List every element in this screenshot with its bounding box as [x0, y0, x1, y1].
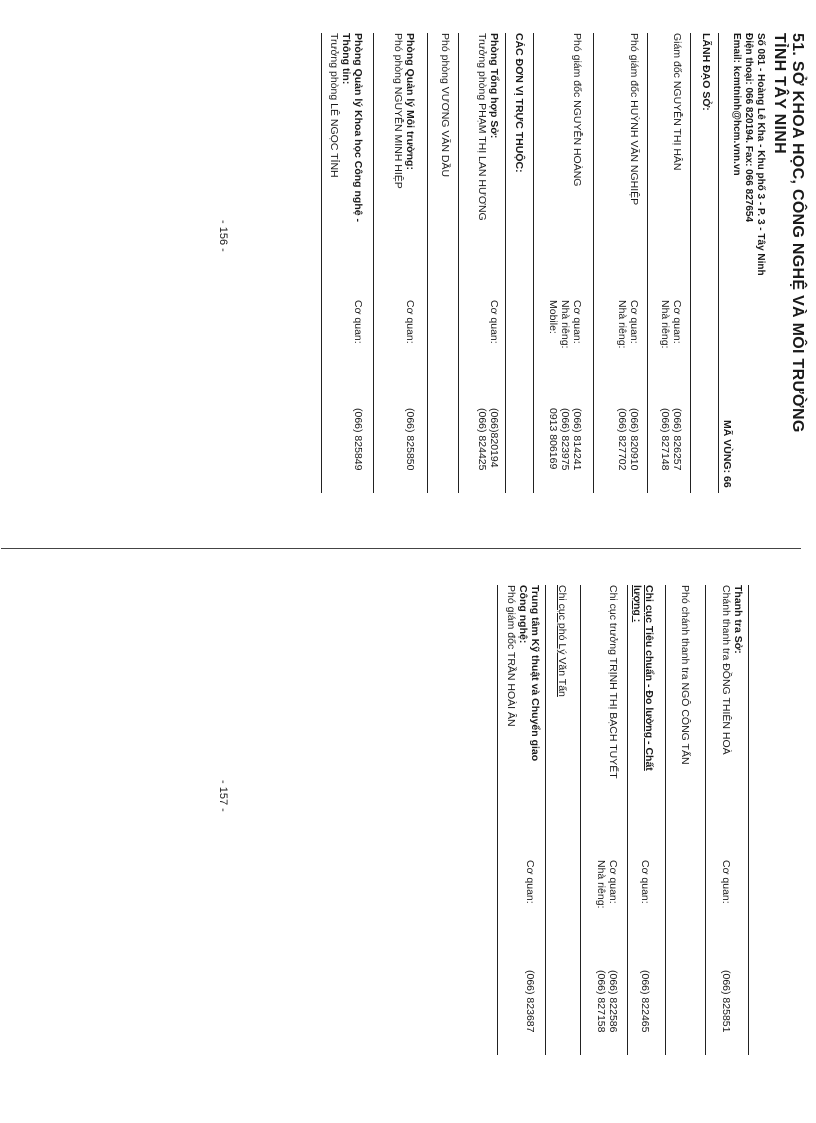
phone-labels: Cơ quan:	[488, 300, 500, 344]
phone-labels: Cơ quan:	[352, 300, 364, 344]
phone-labels: Cơ quan: Nhà riêng:	[594, 860, 619, 909]
unit-heading: Thanh tra Sở:	[732, 585, 744, 654]
phone-numbers: (066)820194 (066) 824425	[475, 408, 500, 471]
unit-person: Phó phòng NGUYỄN MINH HIỆP	[392, 33, 404, 189]
phone-labels: Cơ quan:	[404, 300, 416, 344]
unit-heading: Phòng Tổng hợp Sở:	[488, 33, 500, 139]
phone-numbers: (066) 822465	[639, 970, 651, 1033]
divider	[748, 585, 749, 1055]
leadership-heading: LÃNH ĐẠO SỞ:	[700, 33, 712, 111]
unit-person: Chi cục phó Lý Văn Tấn	[556, 585, 568, 697]
divider	[505, 33, 506, 493]
phone-labels: Cơ quan:	[720, 860, 732, 904]
office-address: Số 081 - Hoàng Lê Kha - Khu phố 3 - P. 3 - Tây Ninh	[755, 33, 766, 276]
office-title-province: TỈNH TÂY NINH	[771, 33, 788, 154]
page-number: - 157 -	[217, 780, 229, 812]
unit-heading: Phòng Quản lý Môi trường:	[404, 33, 416, 170]
phone-labels: Cơ quan:	[639, 860, 651, 904]
phone-numbers: (066) 822586 (066) 827158	[594, 970, 619, 1033]
phone-labels: Cơ quan:	[524, 860, 536, 904]
divider	[373, 33, 374, 493]
phone-labels: Cơ quan: Nhà riêng:	[615, 300, 640, 349]
unit-person: Phó phòng VƯƠNG VĂN DẦU	[439, 33, 451, 178]
page-gutter	[1, 548, 801, 549]
phone-numbers: (066) 820910 (066) 827702	[615, 408, 640, 471]
unit-heading: Chi cục Tiêu chuẩn - Đo lường - Chất lượng :	[630, 585, 655, 771]
page-number: - 156 -	[217, 220, 229, 252]
phone-numbers: (066) 823687	[524, 970, 536, 1033]
office-email: Email: kcmtninh@hcm.vnn.vn	[731, 33, 742, 176]
divider	[580, 585, 581, 1055]
phone-numbers: (066) 825850	[404, 408, 416, 471]
phone-numbers: (066) 825851	[720, 970, 732, 1033]
unit-person: Phó giám đốc TRẦN HOÀI ÂN	[505, 585, 517, 727]
phone-numbers: (066) 825849	[352, 408, 364, 471]
phone-numbers: (066) 814241 (066) 823975 0913 806169	[546, 408, 583, 471]
area-code: MÃ VÙNG: 66	[721, 420, 733, 488]
unit-person: Phó chánh thanh tra NGÔ CÔNG TẤN	[679, 585, 691, 765]
unit-person: Trưởng phòng LÊ NGỌC TỈNH	[328, 33, 340, 178]
leader-name: Giám đốc NGUYỄN THỊ HÂN	[671, 33, 683, 171]
divider	[593, 33, 594, 493]
unit-heading: Trung tâm Kỹ thuật và Chuyển giao Công nghệ:	[516, 585, 541, 762]
divider	[427, 33, 428, 493]
leader-name: Phó giám đốc NGUYỄN HOÀNG	[571, 33, 583, 187]
phone-numbers: (066) 826257 (066) 827148	[658, 408, 683, 471]
unit-person: Chi cục trưởng TRỊNH THỊ BẠCH TUYẾT	[607, 585, 619, 779]
unit-person: Chánh thanh tra ĐỒNG THIÊN HOÀ	[720, 585, 732, 755]
divider	[497, 585, 498, 1055]
divider	[718, 33, 719, 493]
phone-labels: Cơ quan: Nhà riêng:	[658, 300, 683, 349]
divider	[647, 33, 648, 493]
divider	[690, 33, 691, 493]
divider	[321, 33, 322, 493]
unit-person: Trưởng phòng PHẠM THỊ LAN HƯƠNG	[476, 33, 488, 221]
divider	[458, 33, 459, 493]
office-title: 51. SỞ KHOA HỌC, CÔNG NGHỆ VÀ MÔI TRƯỜNG	[789, 33, 806, 433]
divider	[665, 585, 666, 1055]
unit-heading: Phòng Quản lý Khoa học Công nghệ - Thông tin:	[339, 33, 364, 222]
divider	[545, 585, 546, 1055]
divider	[705, 585, 706, 1055]
leader-name: Phó giám đốc HUỲNH VĂN NGHIỆP	[628, 33, 640, 206]
divider	[627, 585, 628, 1055]
units-heading: CÁC ĐƠN VỊ TRỰC THUỘC:	[513, 33, 525, 173]
office-phone-fax: Điện thoại: 066 820194. Fax: 066 827654	[743, 33, 754, 223]
divider	[533, 33, 534, 493]
phone-labels: Cơ quan: Nhà riêng: Mobile:	[546, 300, 583, 349]
